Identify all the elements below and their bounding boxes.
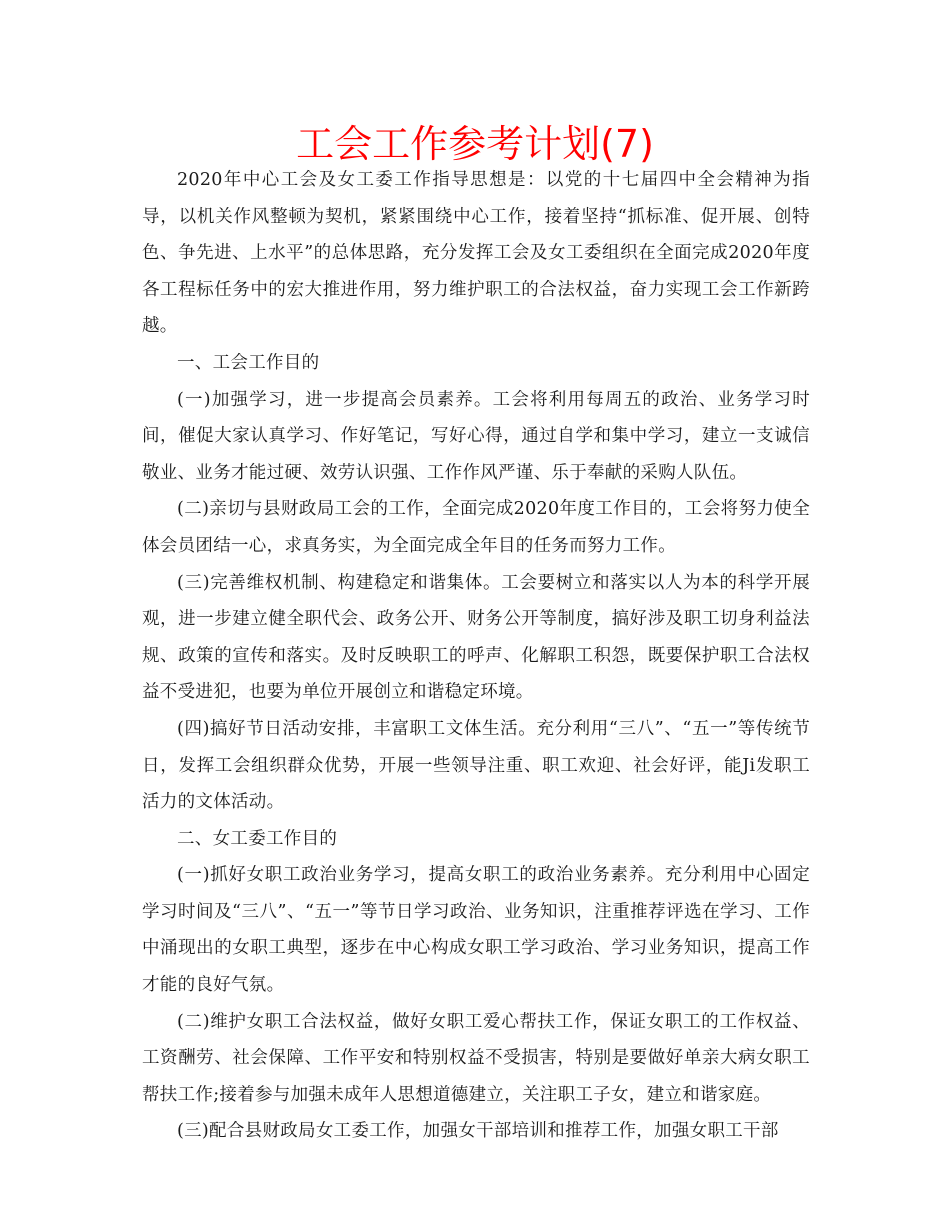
union-item-3-paragraph: (三)完善维权机制、构建稳定和谐集体。工会要树立和落实以人为本的科学开展观，进一步建立健全职代会、政务公开、财务公开等制度，搞好涉及职工切身利益法规、政策的宣传和落实。及时反映职工的呼声、化解职工积怨，既要保护职工合法权益不受进犯，也要为单位开展创立和谐稳定环境。 [142,572,810,703]
document-title: 工会工作参考计划(7) [296,122,654,166]
section-heading-union-goals: 一、工会工作目的 [177,352,320,373]
women-item-3-paragraph: (三)配合县财政局女工委工作，加强女干部培训和推荐工作，加强女职工干部 [177,1121,779,1142]
union-item-4-paragraph: (四)搞好节日活动安排，丰富职工文体生活。充分利用“三八”、“五一”等传统节日，发挥工会组织群众优势，开展一些领导注重、职工欢迎、社会好评，能Ji发职工活力的文体活动。 [142,718,810,813]
union-item-1-paragraph: (一)加强学习，进一步提高会员素养。工会将利用每周五的政治、业务学习时间，催促大家认真学习、作好笔记，写好心得，通过自学和集中学习，建立一支诚信敬业、业务才能过硬、效劳认识强、工作作风严谨、乐于奉献的采购人队伍。 [142,389,810,483]
women-item-1-paragraph: (一)抓好女职工政治业务学习，提高女职工的政治业务素养。充分利用中心固定学习时间及“三八”、“五一”等节日学习政治、业务知识，注重推荐评选在学习、工作中涌现出的女职工典型，逐步在中心构成女职工学习政治、学习业务知识，提高工作才能的良好气氛。 [142,865,810,996]
section-heading-women-committee-goals: 二、女工委工作目的 [177,828,338,849]
women-item-2-paragraph: (二)维护女职工合法权益，做好女职工爱心帮扶工作，保证女职工的工作权益、工资酬劳、社会保障、工作平安和特别权益不受损害，特别是要做好单亲大病女职工帮扶工作;接着参与加强未成年人思想道德建立，关注职工子女，建立和谐家庭。 [142,1011,810,1105]
intro-paragraph: 2020年中心工会及女工委工作指导思想是：以党的十七届四中全会精神为指导，以机关作风整顿为契机，紧紧围绕中心工作，接着坚持“抓标准、促开展、创特色、争先进、上水平”的总体思路，充分发挥工会及女工委组织在全面完成2020年度各工程标任务中的宏大推进作用，努力维护职工的合法权益，奋力实现工会工作新跨越。 [142,170,810,337]
union-item-2-paragraph: (二)亲切与县财政局工会的工作，全面完成2020年度工作目的，工会将努力使全体会员团结一心，求真务实，为全面完成全年目的任务而努力工作。 [142,499,810,556]
document-body [142,162,810,1150]
